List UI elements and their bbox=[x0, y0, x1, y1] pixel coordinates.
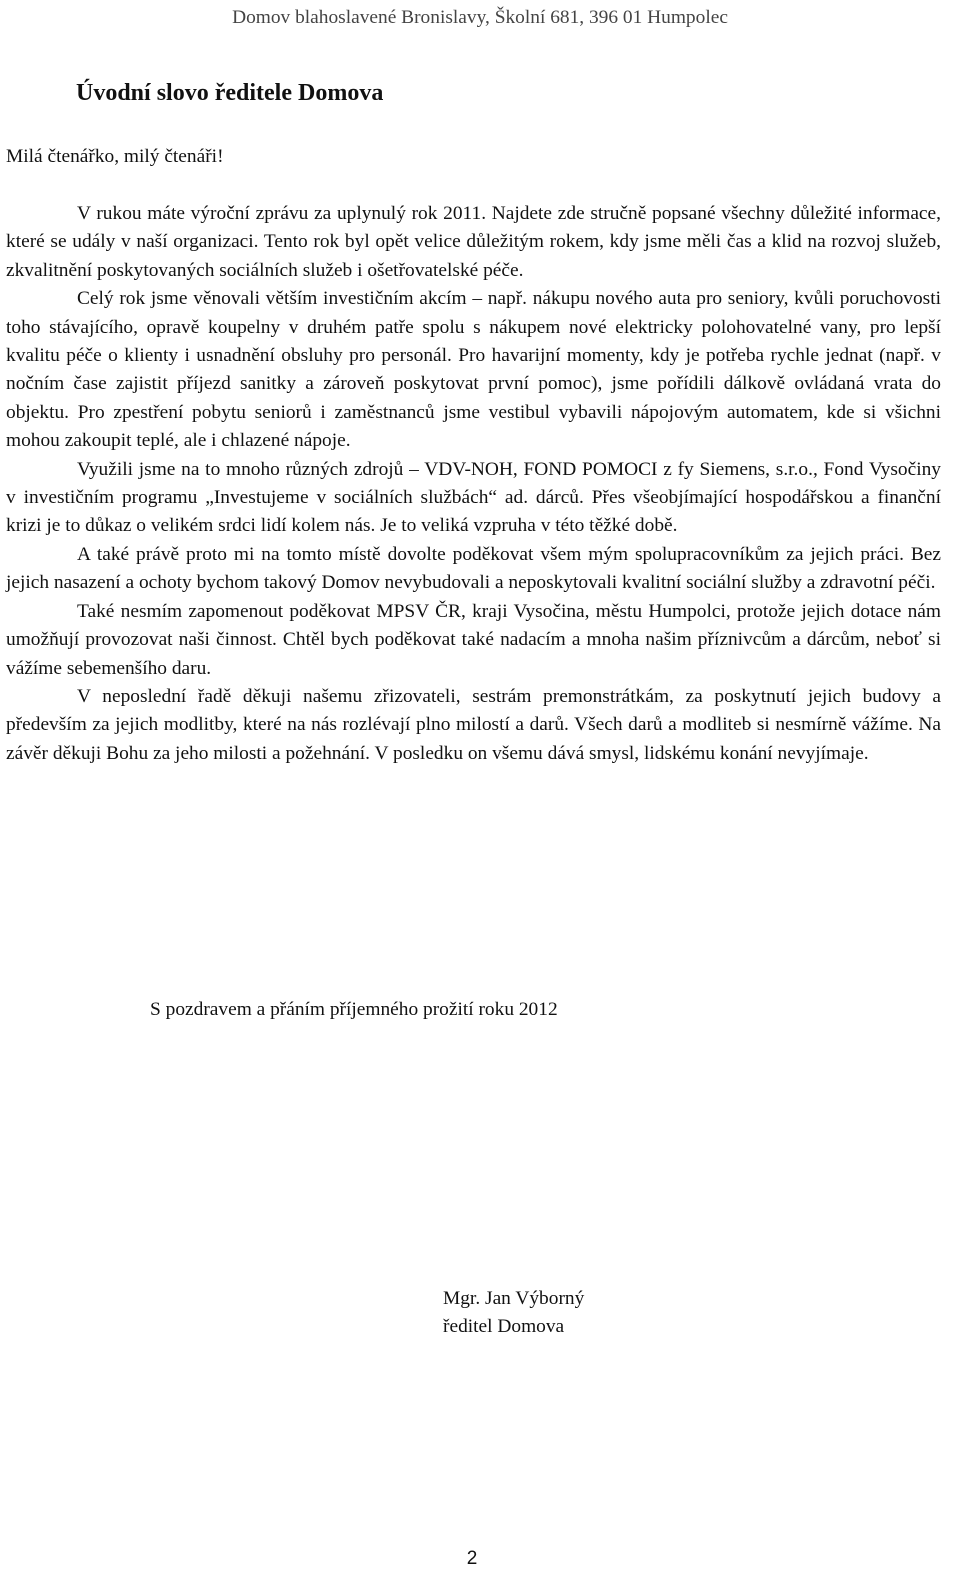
letter-body bbox=[6, 200, 941, 768]
page-number: 2 bbox=[466, 1548, 478, 1569]
paragraph: Využili jsme na to mnoho různých zdrojů – VDV-NOH, FOND POMOCI z fy Siemens, s.r.o., Fond Vysočiny v investičním programu „Investujeme v sociálních službách“ ad. dárců. Přes všeobjímající hospodářskou a finanční krizi je to důkaz o velikém srdci lidí kolem nás. Je to veliká vzpruha v této těžké době. bbox=[6, 458, 941, 537]
paragraph: Také nesmím zapomenout poděkovat MPSV ČR, kraji Vysočina, městu Humpolci, protože jejich dotace nám umožňují provozovat naši činnost. Chtěl bych poděkovat také nadacím a mnoha našim příznivcům a dárcům, neboť si vážíme sebemenšího daru. bbox=[6, 600, 941, 679]
greeting: Milá čtenářko, milý čtenáři! bbox=[6, 146, 224, 167]
signature-block bbox=[443, 1285, 584, 1342]
paragraph: Celý rok jsme věnovali větším investičním akcím – např. nákupu nového auta pro seniory, kvůli poruchovosti toho stávajícího, opravě koupelny v druhém patře spolu s nákupem nové elektricky polohovatelné vany, pro lepší kvalitu péče o klienty i usnadnění obsluhy pro personál. Pro havarijní momenty, kdy je potřeba rychle jednat (např. v nočním čase zajistit příjezd sanitky a zároveň poskytovat první pomoc), jsme pořídili dálkově ovládaná vrata do objektu. Pro zpestření pobytu seniorů i zaměstnanců jsme vestibul vybavili nápojovým automatem, kde si všichni mohou zakoupit teplé, ale i chlazené nápoje. bbox=[6, 288, 941, 452]
page-header: Domov blahoslavené Bronislavy, Školní 681, 396 01 Humpolec bbox=[232, 7, 728, 28]
closing-line: S pozdravem a přáním příjemného prožití roku 2012 bbox=[150, 999, 558, 1020]
page-title: Úvodní slovo ředitele Domova bbox=[76, 80, 384, 106]
signature-name: Mgr. Jan Výborný bbox=[443, 1288, 585, 1309]
signature-role: ředitel Domova bbox=[443, 1316, 565, 1338]
paragraph: A také právě proto mi na tomto místě dovolte poděkovat všem mým spolupracovníkům za jejich práci. Bez jejich nasazení a ochoty bychom takový Domov nevybudovali a neposkytovali kvalitní sociální služby a zdravotní péči. bbox=[6, 543, 941, 594]
paragraph: V neposlední řadě děkuji našemu zřizovateli, sestrám premonstrátkám, za poskytnutí jejich budovy a především za jejich modlitby, které na nás rozlévají plno milostí a darů. Všech darů a modliteb si nesmírně vážíme. Na závěr děkuji Bohu za jeho milosti a požehnání. V posledku on všemu dává smysl, lidskému konání nevyjímaje. bbox=[6, 685, 941, 764]
paragraph: V rukou máte výroční zprávu za uplynulý rok 2011. Najdete zde stručně popsané všechny důležité informace, které se udály v naší organizaci. Tento rok byl opět velice důležitým rokem, kdy jsme měli čas a klid na rozvoj služeb, zkvalitnění poskytovaných sociálních služeb i ošetřovatelské péče. bbox=[6, 203, 941, 281]
